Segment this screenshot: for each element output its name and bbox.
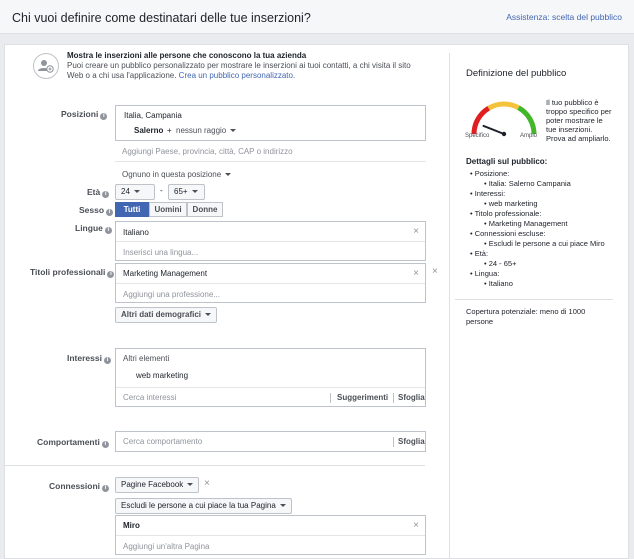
languages-label-text: Lingue — [75, 223, 103, 233]
create-custom-audience-link[interactable]: Crea un pubblico personalizzato. — [178, 71, 296, 80]
job-title-input[interactable]: Aggiungi una professione... — [123, 290, 220, 299]
detail-value-text: Italiano — [488, 279, 513, 288]
gauge-right-label: Ampio — [520, 133, 538, 139]
detail-value-text: Escludi le persone a cui piace Miro — [488, 239, 605, 248]
connection-type-button[interactable] — [115, 477, 199, 493]
interests-box[interactable] — [115, 348, 426, 407]
warning-line: tue inserzioni. — [546, 125, 593, 134]
radius-dropdown[interactable] — [176, 126, 236, 135]
gender-option-women[interactable]: Donne — [187, 202, 223, 217]
age-min-value: 24 — [121, 187, 130, 196]
exclude-fans-button[interactable] — [115, 498, 292, 514]
location-scope-text: Ognuno in questa posizione — [122, 170, 222, 179]
detail-key: • Connessioni escluse: — [470, 229, 546, 238]
gender-option-all[interactable]: Tutti — [115, 202, 149, 217]
interests-browse-button[interactable]: Sfoglia — [398, 393, 425, 402]
page-title: Chi vuoi definire come destinatari delle tue inserzioni? — [12, 11, 311, 25]
location-scope-dropdown[interactable] — [122, 170, 231, 179]
chevron-down-icon — [192, 190, 198, 193]
warning-line: Prova ad ampliarlo. — [546, 134, 611, 143]
languages-divider — [116, 241, 425, 242]
custom-audience-icon — [33, 53, 59, 79]
close-icon[interactable]: × — [413, 520, 419, 531]
location-input[interactable]: Aggiungi Paese, provincia, città, CAP o indirizzo — [122, 147, 293, 156]
details-title: Dettagli sul pubblico: — [466, 157, 548, 166]
page-header — [0, 0, 634, 34]
page-tag: Miro — [123, 521, 140, 530]
gauge-pivot — [502, 132, 506, 136]
more-demographics-button[interactable] — [115, 307, 217, 323]
behaviors-label-text: Comportamenti — [37, 437, 100, 447]
close-icon[interactable]: × — [413, 268, 419, 279]
separator — [330, 393, 331, 403]
detail-value: • Escludi le persone a cui piace Miro — [484, 239, 605, 248]
detail-key: • Posizione: — [470, 169, 510, 178]
intro-line1: Puoi creare un pubblico personalizzato per mostrare le inserzioni ai tuoi contatti, a chi visita il sito — [67, 61, 411, 70]
warning-line: Il tuo pubblico è — [546, 98, 599, 107]
chevron-down-icon — [205, 313, 211, 316]
separator — [393, 437, 394, 447]
age-max-select[interactable] — [168, 184, 205, 200]
chevron-down-icon — [280, 504, 286, 507]
chevron-down-icon — [230, 129, 236, 132]
info-icon[interactable]: i — [105, 227, 112, 234]
connections-label-text: Connessioni — [49, 481, 101, 491]
detail-value-text: 24 - 65+ — [488, 259, 517, 268]
detail-key: • Età: — [470, 249, 489, 258]
info-icon[interactable]: i — [102, 485, 109, 492]
page-input[interactable]: Aggiungi un'altra Pagina — [123, 542, 210, 551]
behaviors-browse-button[interactable]: Sfoglia — [398, 437, 425, 446]
close-icon[interactable]: × — [413, 226, 419, 237]
gender-label-text: Sesso — [79, 205, 105, 215]
info-icon[interactable]: i — [107, 271, 114, 278]
detail-key-text: Titolo professionale: — [474, 209, 542, 218]
detail-key-text: Età: — [474, 249, 489, 258]
gender-label — [79, 205, 113, 216]
age-min-select[interactable] — [115, 184, 155, 200]
detail-key-text: Lingua: — [474, 269, 500, 278]
job-titles-label — [30, 267, 114, 278]
languages-box[interactable] — [115, 221, 426, 261]
detail-key-text: Connessioni escluse: — [474, 229, 546, 238]
warning-line: poter mostrare le — [546, 116, 603, 125]
help-link[interactable]: Assistenza: scelta del pubblico — [506, 12, 622, 22]
info-icon[interactable]: i — [104, 357, 111, 364]
detail-value: • Marketing Management — [484, 219, 568, 228]
detail-value: • web marketing — [484, 199, 538, 208]
info-icon[interactable]: i — [106, 209, 113, 216]
separator — [393, 393, 394, 403]
gauge-red-segment — [474, 108, 489, 134]
detail-key: • Interessi: — [470, 189, 506, 198]
job-title-tag: Marketing Management — [123, 269, 208, 278]
detail-value-text: web marketing — [488, 199, 538, 208]
close-icon[interactable]: × — [204, 478, 210, 489]
section-divider — [5, 465, 425, 466]
detail-key: • Titolo professionale: — [470, 209, 542, 218]
sidebar-title: Definizione del pubblico — [466, 68, 567, 79]
age-max-value: 65+ — [174, 187, 188, 196]
chevron-down-icon — [187, 483, 193, 486]
interests-divider — [116, 387, 425, 388]
positions-box[interactable] — [115, 105, 426, 141]
gauge-yellow-segment — [489, 104, 519, 108]
chevron-down-icon — [134, 190, 140, 193]
region-text: Italia, Campania — [124, 111, 182, 120]
info-icon[interactable]: i — [102, 191, 109, 198]
info-icon[interactable]: i — [100, 113, 107, 120]
potential-reach-line1: Copertura potenziale: meno di 1000 — [466, 307, 586, 316]
intro-line2 — [67, 71, 295, 80]
positions-label — [61, 109, 107, 120]
location-input-underline — [115, 161, 426, 162]
interests-label-text: Interessi — [67, 353, 102, 363]
detail-value: • Italia: Salerno Campania — [484, 179, 571, 188]
behaviors-label — [37, 437, 109, 448]
age-label — [87, 187, 109, 198]
gender-option-men[interactable]: Uomini — [149, 202, 187, 217]
interest-category: Altri elementi — [123, 354, 170, 363]
sidebar-divider — [449, 53, 450, 558]
intro-line2-text: Web o a chi usa l'applicazione. — [67, 71, 179, 80]
detail-key-text: Interessi: — [474, 189, 506, 198]
job-titles-box[interactable] — [115, 263, 426, 303]
job-titles-label-text: Titoli professionali — [30, 267, 106, 277]
age-label-text: Età — [87, 187, 101, 197]
chevron-down-icon — [225, 173, 231, 176]
behaviors-box[interactable] — [115, 431, 426, 452]
detail-value-text: Marketing Management — [488, 219, 568, 228]
connection-type-text: Pagine Facebook — [121, 480, 184, 489]
exclude-fans-text: Escludi le persone a cui piace la tua Pagina — [121, 501, 276, 510]
radius-text: nessun raggio — [176, 126, 227, 135]
language-tag: Italiano — [123, 228, 149, 237]
gauge-green-segment — [518, 108, 534, 134]
interest-input[interactable]: Cerca interessi — [123, 393, 177, 402]
interests-label — [67, 353, 111, 364]
languages-label — [75, 223, 112, 234]
interest-tag: web marketing — [136, 371, 189, 380]
age-dash: - — [160, 186, 163, 195]
gauge-left-label: Specifico — [465, 133, 490, 139]
behavior-input[interactable]: Cerca comportamento — [123, 437, 203, 446]
potential-reach-line2: persone — [466, 317, 494, 326]
job-titles-divider — [116, 283, 425, 284]
remove-section-icon[interactable]: × — [432, 266, 438, 277]
intro-heading: Mostra le inserzioni alle persone che conoscono la tua azienda — [67, 51, 307, 60]
sidebar-separator — [455, 299, 613, 300]
more-demographics-text: Altri dati demografici — [121, 310, 202, 319]
suggestions-button[interactable]: Suggerimenti — [337, 393, 389, 402]
language-input[interactable]: Inserisci una lingua... — [123, 248, 199, 257]
warning-line: troppo specifico per — [546, 107, 612, 116]
audience-warning — [546, 98, 611, 143]
detail-value: • 24 - 65+ — [484, 259, 517, 268]
city-text: Salerno — [134, 126, 164, 135]
radius-plus: + — [167, 126, 172, 135]
info-icon[interactable]: i — [102, 441, 109, 448]
detail-value: • Italiano — [484, 279, 513, 288]
connections-label — [49, 481, 109, 492]
pages-divider — [116, 535, 425, 536]
detail-value-text: Italia: Salerno Campania — [488, 179, 571, 188]
positions-label-text: Posizioni — [61, 109, 99, 119]
detail-key: • Lingua: — [470, 269, 500, 278]
pages-box[interactable] — [115, 515, 426, 555]
detail-key-text: Posizione: — [474, 169, 510, 178]
